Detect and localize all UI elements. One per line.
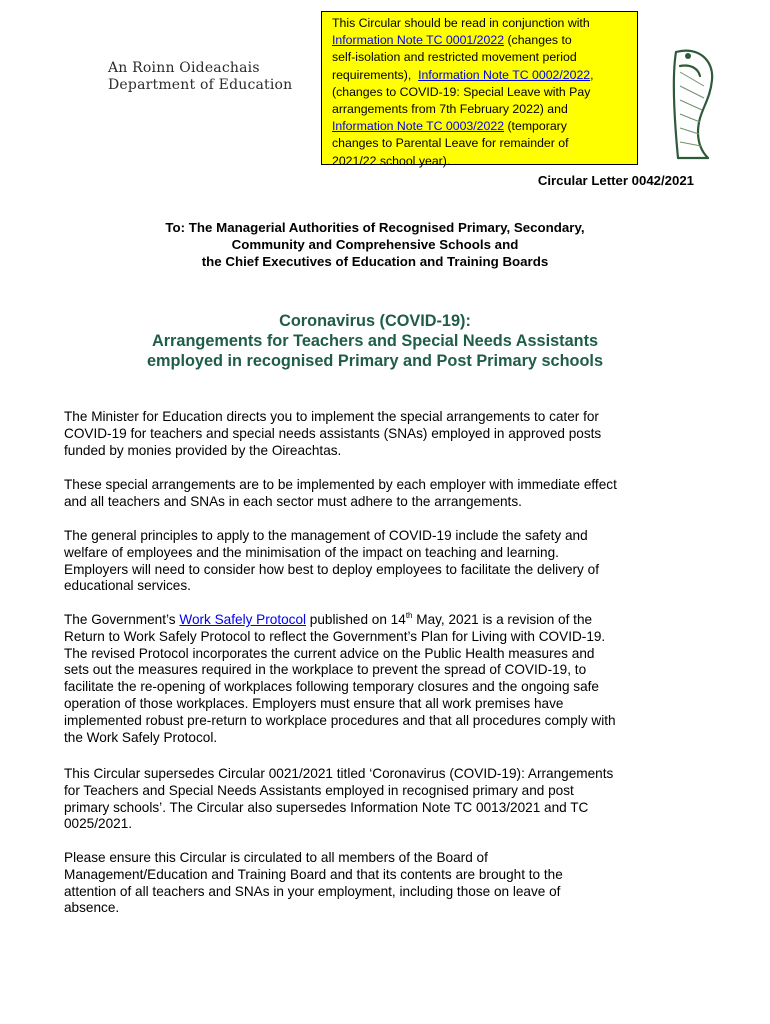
title-line: employed in recognised Primary and Post Primary schools — [146, 352, 604, 370]
notice-line: Information Note TC 0001/2022 (changes to — [332, 33, 572, 48]
department-logo — [108, 60, 292, 94]
paragraph-3: The general principles to apply to the management of COVID-19 include the safety and welfare of employees and the minimisation of the impact on teaching and learning. Employers will need to consider how best to deploy employees to facilitate the delivery of educational services. — [64, 528, 599, 594]
dept-name-english: Department of Education — [108, 77, 293, 93]
addressee-line: To: The Managerial Authorities of Recognised Primary, Secondary, — [165, 220, 585, 235]
info-note-tc-0003-2022-link[interactable]: Information Note TC 0003/2022 — [332, 119, 505, 134]
circular-number: Circular Letter 0042/2021 — [537, 173, 694, 188]
notice-line: 2021/22 school year). — [332, 153, 451, 168]
work-safely-protocol-link[interactable]: Work Safely Protocol — [179, 612, 307, 627]
harp-icon — [668, 46, 718, 164]
paragraph-2: These special arrangements are to be implemented by each employer with immediate effect and all teachers and SNAs in each sector must adhere to the arrangements. — [64, 477, 617, 509]
notice-box — [321, 11, 638, 168]
paragraph-6: Please ensure this Circular is circulated to all members of the Board of Management/Education and Training Board and that its contents are brought to the attention of all teachers and SNAs in your employment, including those on leave of absence. — [64, 850, 563, 916]
addressee-line: the Chief Executives of Education and Training Boards — [201, 254, 549, 269]
paragraph-4: The Government’s Work Safely Protocol published on 14th May, 2021 is a revision of the Return to Work Safely Protocol to reflect the Government’s Plan for Living with COVID-19. The revised Protocol incorporates the current advice on the Public Health measures and sets out the measures required in the workplace to prevent the spread of COVID-19, to facilitate the re-opening of workplaces following temporary closures and the ongoing safe operation of those workplaces. Employers must ensure that all work premises have implemented robust pre-return to workplace procedures and that all procedures comply with the Work Safely Protocol. — [64, 611, 616, 745]
notice-line: self-isolation and restricted movement period — [332, 50, 577, 65]
notice-line: This Circular should be read in conjunction with — [332, 16, 590, 30]
notice-line: arrangements from 7th February 2022) and — [332, 102, 568, 117]
paragraph-1: The Minister for Education directs you to implement the special arrangements to cater for COVID-19 for teachers and special needs assistants (SNAs) employed in approved posts funded by monies provided by the Oireachtas. — [64, 409, 602, 458]
title-line: Arrangements for Teachers and Special Needs Assistants — [151, 332, 599, 350]
title-line: Coronavirus (COVID-19): — [279, 312, 471, 330]
addressee-line: Community and Comprehensive Schools and — [231, 237, 519, 252]
info-note-tc-0002-2022-link[interactable]: Information Note TC 0002/2022 — [418, 67, 591, 82]
dept-name-irish: An Roinn Oideachais — [108, 60, 260, 76]
addressee — [60, 219, 690, 270]
info-note-tc-0001-2022-link[interactable]: Information Note TC 0001/2022 — [332, 33, 505, 48]
notice-line: changes to Parental Leave for remainder of — [332, 136, 569, 151]
notice-line: Information Note TC 0003/2022 (temporary — [332, 119, 567, 134]
paragraph-5: This Circular supersedes Circular 0021/2021 titled ‘Coronavirus (COVID-19): Arrangements for Teachers and Special Needs Assistants employed in recognised primary and post primary schools’. The Circular also supersedes Information Note TC 0013/2021 and TC 0025/2021. — [64, 766, 614, 832]
document-title — [40, 311, 710, 371]
notice-line: (changes to COVID-19: Special Leave with Pay — [332, 84, 591, 99]
notice-line: requirements), Information Note TC 0002/2022, — [332, 67, 594, 82]
